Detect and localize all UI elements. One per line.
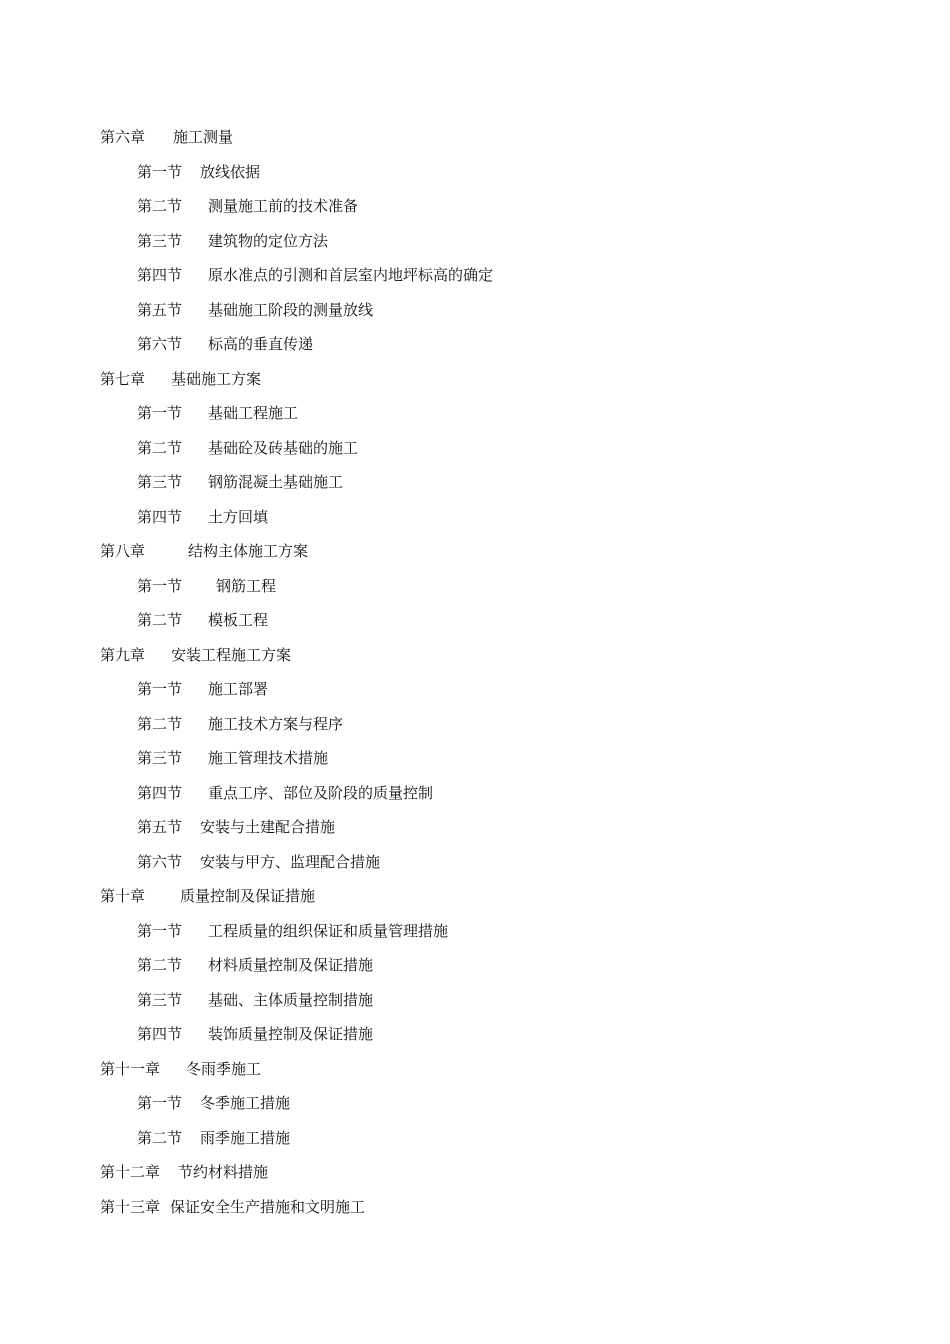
- toc-chapter: [0, 120, 950, 155]
- section-title: 基础砼及砖基础的施工: [208, 438, 359, 457]
- section-number: 第三节: [137, 231, 183, 250]
- section-title: 钢筋工程: [216, 576, 277, 595]
- section-number: 第四节: [137, 783, 183, 802]
- toc-section: [0, 776, 950, 811]
- chapter-title: 节约材料措施: [178, 1163, 269, 1181]
- section-title: 模板工程: [208, 611, 269, 629]
- toc-section: [0, 741, 950, 776]
- toc-section: [0, 327, 950, 362]
- section-title: 土方回填: [208, 507, 269, 526]
- toc-section: [0, 465, 950, 500]
- section-number: 第一节: [137, 576, 183, 595]
- toc-section: [0, 500, 950, 535]
- section-number: 第三节: [137, 990, 183, 1009]
- toc-section: [0, 431, 950, 466]
- toc-section: [0, 224, 950, 259]
- toc-section: [0, 569, 950, 604]
- chapter-title: 施工测量: [173, 128, 234, 146]
- table-of-contents: [0, 120, 950, 1224]
- toc-section: [0, 603, 950, 638]
- section-title: 安装与土建配合措施: [200, 818, 336, 836]
- toc-section: [0, 293, 950, 328]
- section-title: 重点工序、部位及阶段的质量控制: [208, 783, 434, 802]
- section-title: 基础施工阶段的测量放线: [208, 300, 374, 319]
- section-number: 第四节: [137, 507, 183, 526]
- toc-section: [0, 189, 950, 224]
- toc-section: [0, 396, 950, 431]
- section-title: 测量施工前的技术准备: [208, 197, 359, 215]
- section-number: 第六节: [137, 852, 183, 871]
- section-number: 第一节: [137, 680, 183, 698]
- section-title: 放线依据: [200, 162, 261, 181]
- chapter-number: 第八章: [100, 542, 146, 560]
- toc-chapter: [0, 879, 950, 914]
- section-title: 基础工程施工: [208, 404, 299, 422]
- toc-section: [0, 845, 950, 880]
- section-title: 标高的垂直传递: [208, 335, 314, 353]
- section-title: 材料质量控制及保证措施: [208, 956, 374, 974]
- section-title: 施工技术方案与程序: [208, 714, 344, 733]
- section-number: 第一节: [137, 162, 183, 181]
- section-number: 第一节: [137, 404, 183, 422]
- chapter-title: 安装工程施工方案: [171, 645, 292, 664]
- section-number: 第一节: [137, 1094, 183, 1112]
- toc-section: [0, 1121, 950, 1156]
- chapter-number: 第十二章: [100, 1163, 161, 1181]
- chapter-title: 质量控制及保证措施: [180, 887, 316, 905]
- section-title: 冬季施工措施: [200, 1094, 291, 1112]
- section-number: 第四节: [137, 266, 183, 284]
- section-title: 雨季施工措施: [200, 1128, 291, 1147]
- chapter-title: 结构主体施工方案: [188, 542, 309, 560]
- section-title: 装饰质量控制及保证措施: [208, 1025, 374, 1043]
- section-number: 第五节: [137, 818, 183, 836]
- section-number: 第四节: [137, 1025, 183, 1043]
- section-number: 第二节: [137, 197, 183, 215]
- section-number: 第六节: [137, 335, 183, 353]
- section-title: 原水准点的引测和首层室内地坪标高的确定: [208, 266, 494, 284]
- toc-chapter: [0, 1052, 950, 1087]
- toc-chapter: [0, 638, 950, 673]
- toc-chapter: [0, 534, 950, 569]
- section-title: 建筑物的定位方法: [208, 231, 329, 250]
- chapter-number: 第十一章: [100, 1059, 161, 1078]
- section-number: 第二节: [137, 714, 183, 733]
- toc-chapter: [0, 1155, 950, 1190]
- section-title: 工程质量的组织保证和质量管理措施: [208, 921, 449, 940]
- chapter-number: 第十章: [100, 887, 146, 905]
- section-number: 第二节: [137, 611, 183, 629]
- chapter-title: 基础施工方案: [171, 369, 262, 388]
- section-number: 第三节: [137, 473, 183, 491]
- chapter-number: 第七章: [100, 369, 146, 388]
- chapter-number: 第六章: [100, 128, 146, 146]
- toc-section: [0, 672, 950, 707]
- chapter-number: 第十三章: [100, 1197, 161, 1216]
- toc-section: [0, 258, 950, 293]
- section-number: 第二节: [137, 1128, 183, 1147]
- toc-chapter: [0, 362, 950, 397]
- section-number: 第二节: [137, 956, 183, 974]
- section-number: 第三节: [137, 749, 183, 767]
- toc-section: [0, 948, 950, 983]
- toc-section: [0, 983, 950, 1018]
- toc-section: [0, 1086, 950, 1121]
- section-title: 安装与甲方、监理配合措施: [200, 852, 381, 871]
- chapter-title: 冬雨季施工: [186, 1059, 262, 1078]
- toc-section: [0, 810, 950, 845]
- chapter-title: 保证安全生产措施和文明施工: [170, 1197, 366, 1216]
- section-title: 基础、主体质量控制措施: [208, 990, 374, 1009]
- section-title: 施工部署: [208, 680, 269, 698]
- section-title: 钢筋混凝土基础施工: [208, 473, 344, 491]
- section-title: 施工管理技术措施: [208, 749, 329, 767]
- toc-chapter: [0, 1190, 950, 1225]
- section-number: 第一节: [137, 921, 183, 940]
- section-number: 第五节: [137, 300, 183, 319]
- toc-section: [0, 155, 950, 190]
- toc-section: [0, 914, 950, 949]
- toc-section: [0, 1017, 950, 1052]
- section-number: 第二节: [137, 438, 183, 457]
- toc-section: [0, 707, 950, 742]
- chapter-number: 第九章: [100, 645, 146, 664]
